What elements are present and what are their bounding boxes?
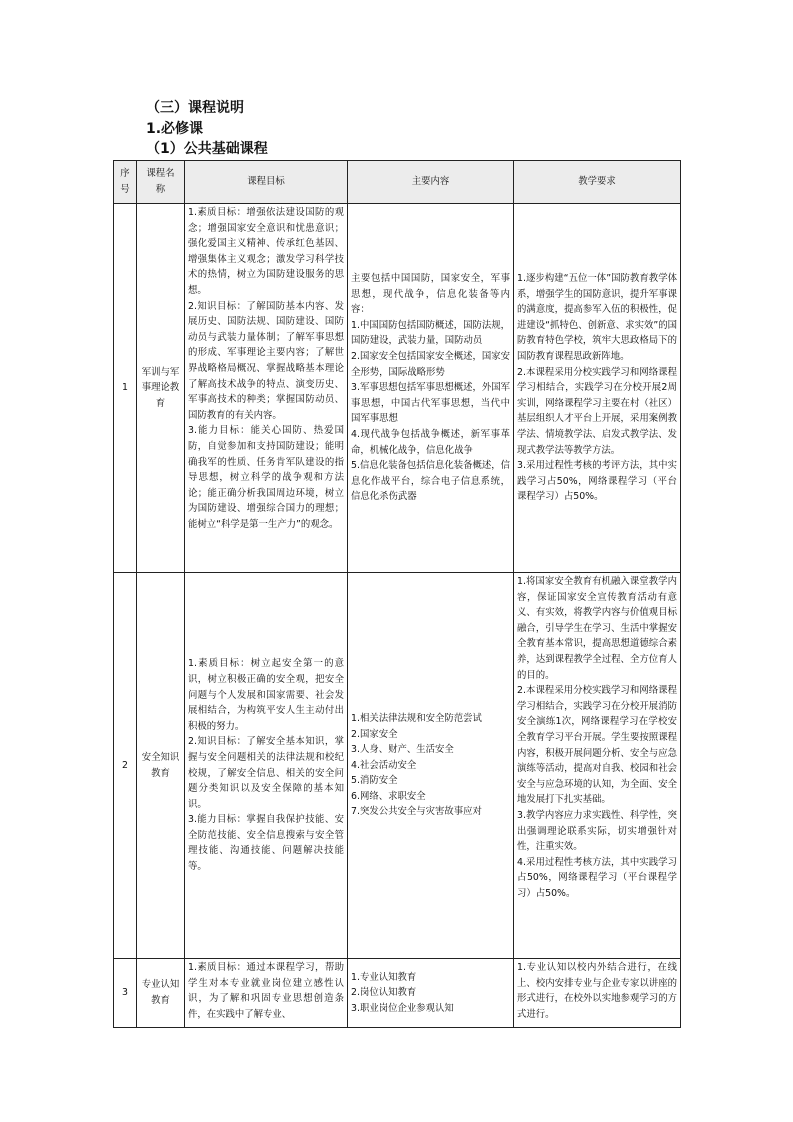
table-row	[114, 959, 681, 1028]
content-paragraph: 5.消防安全	[351, 775, 398, 787]
header-no: 序 号	[114, 161, 137, 204]
content-paragraph: 5.信息化装备包括信息化装备概述，信息化作战平台，综合电子信息系统，信息化杀伤武器	[351, 460, 510, 503]
req-paragraph: 3.教学内容应力求实践性、科学性，突出强调理论联系实际，切实增强针对性，注重实效。	[517, 809, 677, 853]
subsection-heading: 1.必修课	[146, 121, 204, 137]
content-paragraph: 1.中国国防包括国防概述，国防法规，国防建设，武装力量，国防动员	[351, 319, 510, 347]
goal-paragraph: 3.能力目标：掌握自我保护技能、安全防范技能、安全信息搜索与安全管理技能、沟通技能、问题解决技能等。	[188, 814, 344, 873]
header-course-name: 课程名 称	[137, 161, 185, 204]
req-paragraph: 2.本课程采用分校实践学习和网络课程学习相结合，实践学习在分校开展消防安全演练1次，网络课程学习在学校安全教育学习平台开展。学生要按照课程内容，积极开展问题分析、安全与应急演练等活动，提高对自我、校园和社会安全与应急环境的认知，为全面、安全地发展打下扎实基础。	[517, 685, 677, 806]
course-name: 专业认知教育	[137, 959, 185, 1028]
goal-paragraph: 1.素质目标：通过本课程学习，帮助学生对本专业就业岗位建立感性认识，为了解和巩固专业思想创造条件，在实践中了解专业、	[188, 962, 344, 1020]
content-paragraph: 1.相关法律法规和安全防范尝试	[351, 712, 482, 724]
table-row	[114, 204, 681, 573]
row-number: 1	[114, 204, 137, 573]
course-table	[113, 160, 681, 1028]
teaching-requirement-cell	[514, 959, 681, 1028]
main-content-cell	[348, 959, 514, 1028]
goal-paragraph: 2.知识目标：了解安全基本知识，掌握与安全问题相关的法律法规和校纪校规，了解安全信息、相关的安全问题分类知识以及安全保障的基本知识。	[188, 736, 344, 810]
course-name: 安全知识教育	[137, 573, 185, 959]
content-paragraph: 4.现代战争包括战争概述，新军事革命，机械化战争，信息化战争	[351, 428, 510, 456]
row-number: 2	[114, 573, 137, 959]
content-paragraph: 3.职业岗位企业参观认知	[351, 1002, 454, 1014]
teaching-requirement-cell	[514, 204, 681, 573]
header-main-content: 主要内容	[348, 161, 514, 204]
content-paragraph: 3.人身、财产、生活安全	[351, 744, 454, 756]
req-paragraph: 1.将国家安全教育有机融入课堂教学内容，保证国家安全宣传教育活动有意义、有实效，将教学内容与价值观目标融合，引导学生在学习、生活中掌握安全教育基本常识，提高思想道德综合素养，达到课程教学全过程、全方位育人的目的。	[517, 576, 677, 681]
table-row	[114, 573, 681, 959]
header-course-goal: 课程目标	[185, 161, 348, 204]
req-paragraph: 2.本课程采用分校实践学习和网络课程学习相结合，实践学习在分校开展2周实训，网络课程学习主要在村（社区）基层组织人才平台上开展，采用案例教学法、情境教学法、启发式教学法、发现式教学法等教学方法。	[517, 366, 677, 456]
row-number: 3	[114, 959, 137, 1028]
content-paragraph: 1.专业认知教育	[351, 971, 417, 983]
teaching-requirement-cell	[514, 573, 681, 959]
req-paragraph: 4.采用过程性考核方法，其中实践学习占50%，网络课程学习（平台课程学习）占50%。	[517, 856, 677, 899]
content-paragraph: 2.国家安全包括国家安全概述，国家安全形势，国际战略形势	[351, 351, 510, 378]
req-paragraph: 3.采用过程性考核的考评方法，其中实践学习占50%，网络课程学习（平台课程学习）占50%。	[517, 460, 677, 503]
course-goal-cell	[185, 573, 348, 959]
content-paragraph: 3.军事思想包括军事思想概述，外国军事思想，中国古代军事思想，当代中国军事思想	[351, 382, 510, 425]
content-paragraph: 2.国家安全	[351, 728, 398, 740]
section-heading: （三）课程说明	[146, 100, 244, 116]
table-header-row	[114, 161, 681, 204]
content-paragraph: 2.岗位认知教育	[351, 987, 417, 999]
course-goal-cell	[185, 204, 348, 573]
main-content-cell	[348, 204, 514, 573]
subsubsection-heading: （1）公共基础课程	[146, 141, 268, 157]
content-paragraph: 6.网络、求职安全	[351, 790, 426, 802]
goal-paragraph: 1.素质目标：增强依法建设国防的观念；增强国家安全意识和忧患意识；强化爱国主义精神、传承红色基因、增强集体主义观念；激发学习科学技术的热情，树立为国防建设服务的思想。	[188, 207, 344, 296]
course-goal-cell	[185, 959, 348, 1028]
req-paragraph: 1.专业认知以校内外结合进行，在线上、校内安排专业与企业专家以讲座的形式进行，在校外以实地参观学习的方式进行。	[517, 962, 677, 1020]
course-name: 军训与军事理论教育	[137, 204, 185, 573]
main-content-cell	[348, 573, 514, 959]
content-paragraph: 7.突发公共安全与灾害故事应对	[351, 806, 482, 818]
header-teaching-requirement: 教学要求	[514, 161, 681, 204]
goal-paragraph: 2.知识目标：了解国防基本内容、发展历史、国防法规、国防建设、国防动员与武装力量体制；了解军事思想的形成、军事理论主要内容；了解世界战略格局概况、掌握战略基本理论了解高技术战争的特点、演变历史、军事高技术的种类；掌握国防动员、国防教育的有关内容。	[188, 300, 344, 421]
goal-paragraph: 1.素质目标：树立起安全第一的意识，树立积极正确的安全观，把安全问题与个人发展和国家需要、社会发展相结合，为构筑平安人生主动付出积极的努力。	[188, 658, 344, 732]
content-paragraph: 4.社会活动安全	[351, 759, 417, 771]
req-paragraph: 1.逐步构建“五位一体”国防教育教学体系，增强学生的国防意识，提升军事课的满意度，提高参军入伍的积极性，促进建设“抓特色、创新意、求实效”的国防教育特色学校，筑牢大思政格局下的国防教育课程思政新阵地。	[517, 273, 677, 363]
goal-paragraph: 3.能力目标：能关心国防、热爱国防，自觉参加和支持国防建设；能明确我军的性质、任务肯军队建设的指导思想，树立科学的战争观和方法论；能正确分析我国周边环境，树立为国防建设、增强综合国力的理想；能树立“科学是第一生产力”的观念。	[188, 425, 344, 530]
content-paragraph: 主要包括中国国防，国家安全，军事思想，现代战争，信息化装备等内容：	[351, 273, 510, 316]
